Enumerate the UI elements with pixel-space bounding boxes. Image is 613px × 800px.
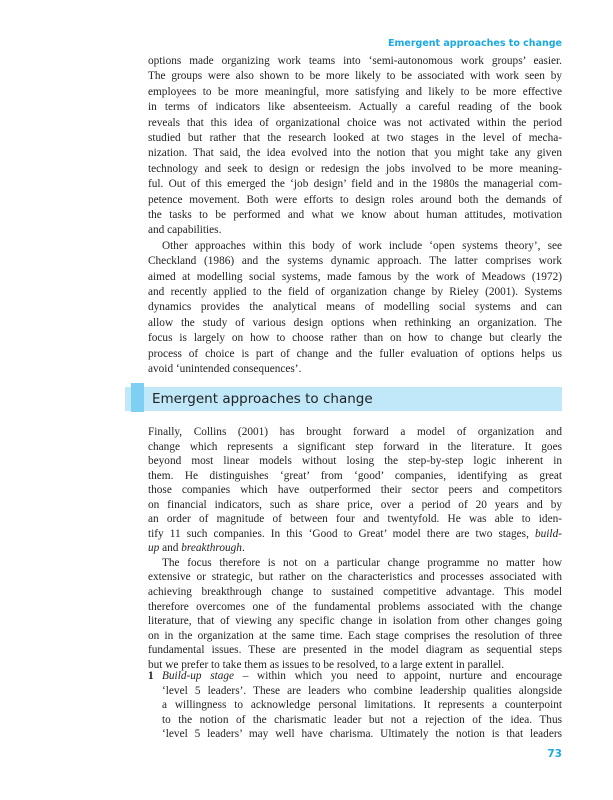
text-line: them. He distinguishes ‘great’ from ‘good’ companies, identifying as great [148, 469, 562, 482]
text-line: those companies which have outperformed their sector peers and competitors [148, 484, 562, 497]
text-line: beyond most linear models without losing the step-by-step logic inherent in [148, 455, 562, 468]
text-line [148, 527, 562, 542]
text-line: in terms of indicators like absenteeism. Actually a careful reading of the book [148, 101, 562, 114]
text-segment: and [159, 542, 182, 555]
text-line: change which represents a significant step forward in the literature. It goes [148, 440, 562, 453]
text-line: allow the study of various design options when rethinking an organization. The [148, 316, 562, 329]
text-line: employees to be more meaningful, more satisfying and likely to be more effective [148, 85, 562, 98]
text-line: studied but rather that the research looked at two stages in the level of mecha- [148, 131, 562, 144]
italic-text: breakthrough [181, 542, 242, 555]
text-line: therefore overcomes one of the fundamental problems associated with the change [148, 600, 562, 613]
text-line: ‘level 5 leaders’ may well have charisma. Ultimately the notion is that leaders [162, 728, 562, 741]
section-heading-tab [131, 383, 144, 412]
paragraph [148, 556, 562, 672]
text-line: a willingness to acknowledge personal limitations. It represents a counterpoint [162, 699, 562, 712]
text-line: reveals that this idea of organizational choice was not activated within the period [148, 116, 562, 129]
text-line: and recently applied to the field of organization change by Rieley (2001). Systems [148, 285, 562, 298]
text-line: petence movement. Both were efforts to design roles around both the demands of [148, 193, 562, 206]
paragraph [148, 239, 562, 378]
text-line: process of choice is part of change and the fuller evaluation of options helps us [148, 347, 562, 360]
text-line: options made organizing work teams into ‘semi-autonomous work groups’ easier. [148, 55, 562, 67]
text-line: Checkland (1986) and the systems dynamic approach. The latter comprises work [148, 255, 562, 268]
italic-text: Build-up stage [162, 670, 235, 682]
italic-text: up [148, 542, 160, 555]
text-line: technology and seek to design or redesign the jobs involved to be more meaning- [148, 162, 562, 175]
text-line: the tasks to be performed and what we know about human attitudes, motivation [148, 208, 562, 221]
list-number: 1 [148, 670, 154, 682]
text-line [148, 541, 562, 556]
text-line: nization. That said, the idea evolved into the notion that you might take any given [148, 147, 562, 160]
text-line: extensive or strategic, but rather on the characteristics and processes associated with [148, 571, 562, 584]
text-line: Other approaches within this body of work include ‘open systems theory’, see [162, 239, 562, 252]
text-line: focus is largely on how to choose rather than on how to change but clearly the [148, 332, 562, 345]
section-heading: Emergent approaches to change [152, 391, 373, 407]
text-line: to the notion of the charismatic leader but not a rejection of the idea. Thus [162, 713, 562, 726]
text-line: The groups were also shown to be more likely to be associated with work seen by [148, 70, 562, 83]
paragraph [148, 425, 562, 556]
text-segment: . [241, 542, 245, 555]
text-line: ‘level 5 leaders’. These are leaders who combine leadership qualities alongside [162, 684, 562, 697]
paragraph [148, 54, 562, 239]
text-line: on financial indicators, such as share price, over a period of 20 years and by [148, 498, 562, 511]
list-item [148, 669, 562, 742]
text-line: fundamental issues. These are presented in the model diagram as sequential steps [148, 644, 562, 657]
text-line: and capabilities. [148, 224, 222, 237]
text-line: but we prefer to take them as issues to be resolved, to a large extent in parallel. [148, 658, 505, 671]
text-line: The focus therefore is not on a particular change programme no matter how [162, 556, 562, 569]
text-line: achieving breakthrough change to sustained competitive advantage. This model [148, 585, 562, 598]
text-line: Finally, Collins (2001) has brought forward a model of organization and [148, 426, 562, 438]
running-header: Emergent approaches to change [388, 38, 562, 49]
text-line: ful. Out of this emerged the ‘job design’ field and in the 1980s the managerial com- [148, 178, 562, 191]
text-line: on in the organization at the same time. Each stage comprises the resolution of three [148, 629, 562, 642]
text-line: an order of magnitude of between four and twentyfold. He was able to iden- [148, 513, 562, 526]
text-line: aimed at modelling social systems, made famous by the work of Meadows (1972) [148, 270, 562, 283]
text-segment: – within which you need to appoint, nurture and encourage [234, 670, 562, 682]
italic-text: build- [535, 527, 562, 540]
text-line: literature, that of viewing any specific change in isolation from other changes going [148, 615, 562, 628]
text-line: avoid ‘unintended consequences’. [148, 362, 302, 375]
page-number: 73 [547, 748, 562, 760]
text-segment: tify 11 such companies. In this ‘Good to Great’ model there are two stages, [148, 527, 535, 540]
text-line [148, 669, 562, 684]
text-line: dynamics provides the analytical means of modelling social systems and can [148, 301, 562, 314]
